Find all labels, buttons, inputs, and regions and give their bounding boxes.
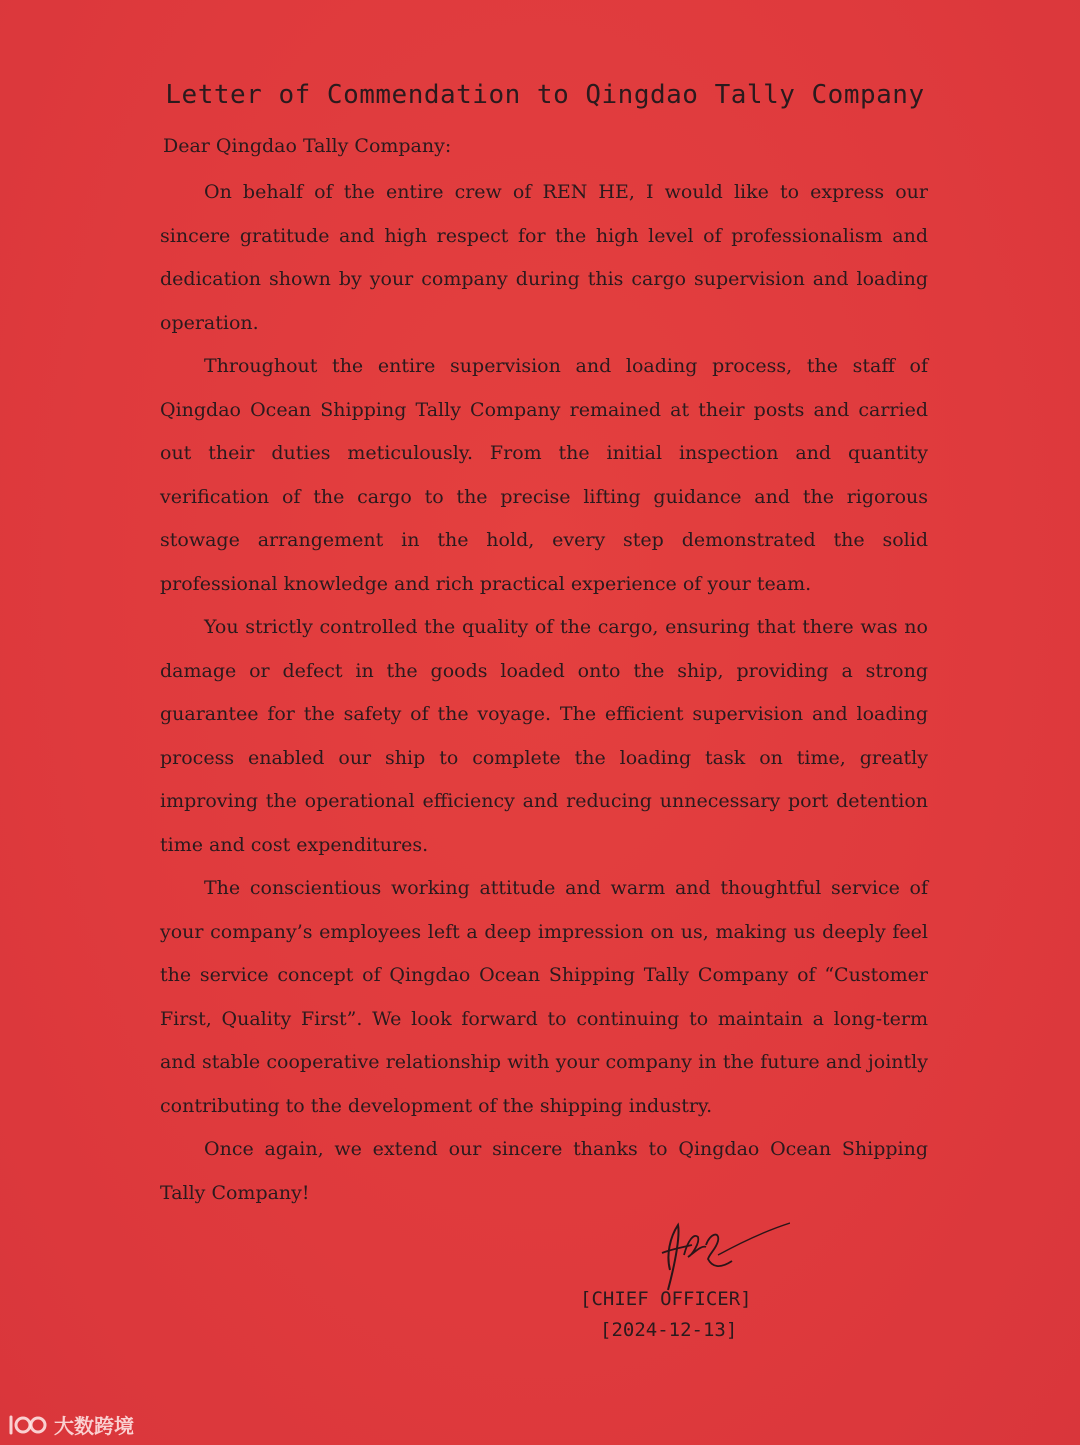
letter-title: Letter of Commendation to Qingdao Tally Company <box>165 80 925 110</box>
letter-date: [2024-12-13] <box>600 1319 738 1341</box>
handwritten-signature <box>640 1215 790 1295</box>
salutation: Dear Qingdao Tally Company: <box>163 135 452 157</box>
paragraph-4: The conscientious working attitude and warm and thoughtful service of your company’s employees left a deep impression on us, making us deeply feel the service concept of Qingdao Ocean Shipping Tally Company of “Customer First, Quality First”. We look forward to continuing to maintain a long-term and stable cooperative relationship with your company in the future and jointly contributing to the development of the shipping industry. <box>160 877 928 1117</box>
letter-body <box>160 171 928 1215</box>
paragraph-2: Throughout the entire supervision and loading process, the staff of Qingdao Ocean Shipping Tally Company remained at their posts and carried out their duties meticulously. From the initial inspection and quantity verification of the cargo to the precise lifting guidance and the rigorous stowage arrangement in the hold, every step demonstrated the solid professional knowledge and rich practical experience of your team. <box>160 355 928 595</box>
watermark-logo-icon <box>8 1413 48 1437</box>
watermark-text: 大数跨境 <box>54 1414 134 1438</box>
paragraph-5: Once again, we extend our sincere thanks to Qingdao Ocean Shipping Tally Company! <box>160 1138 928 1204</box>
paragraph-1: On behalf of the entire crew of REN HE, I would like to express our sincere gratitude and high respect for the high level of professionalism and dedication shown by your company during this cargo supervision and loading operation. <box>160 181 928 334</box>
signer-role: [CHIEF OFFICER] <box>580 1288 752 1310</box>
paragraph-3: You strictly controlled the quality of the cargo, ensuring that there was no damage or defect in the goods loaded onto the ship, providing a strong guarantee for the safety of the voyage. The efficient supervision and loading process enabled our ship to complete the loading task on time, greatly improving the operational efficiency and reducing unnecessary port detention time and cost expenditures. <box>160 616 928 856</box>
watermark <box>8 1410 134 1439</box>
